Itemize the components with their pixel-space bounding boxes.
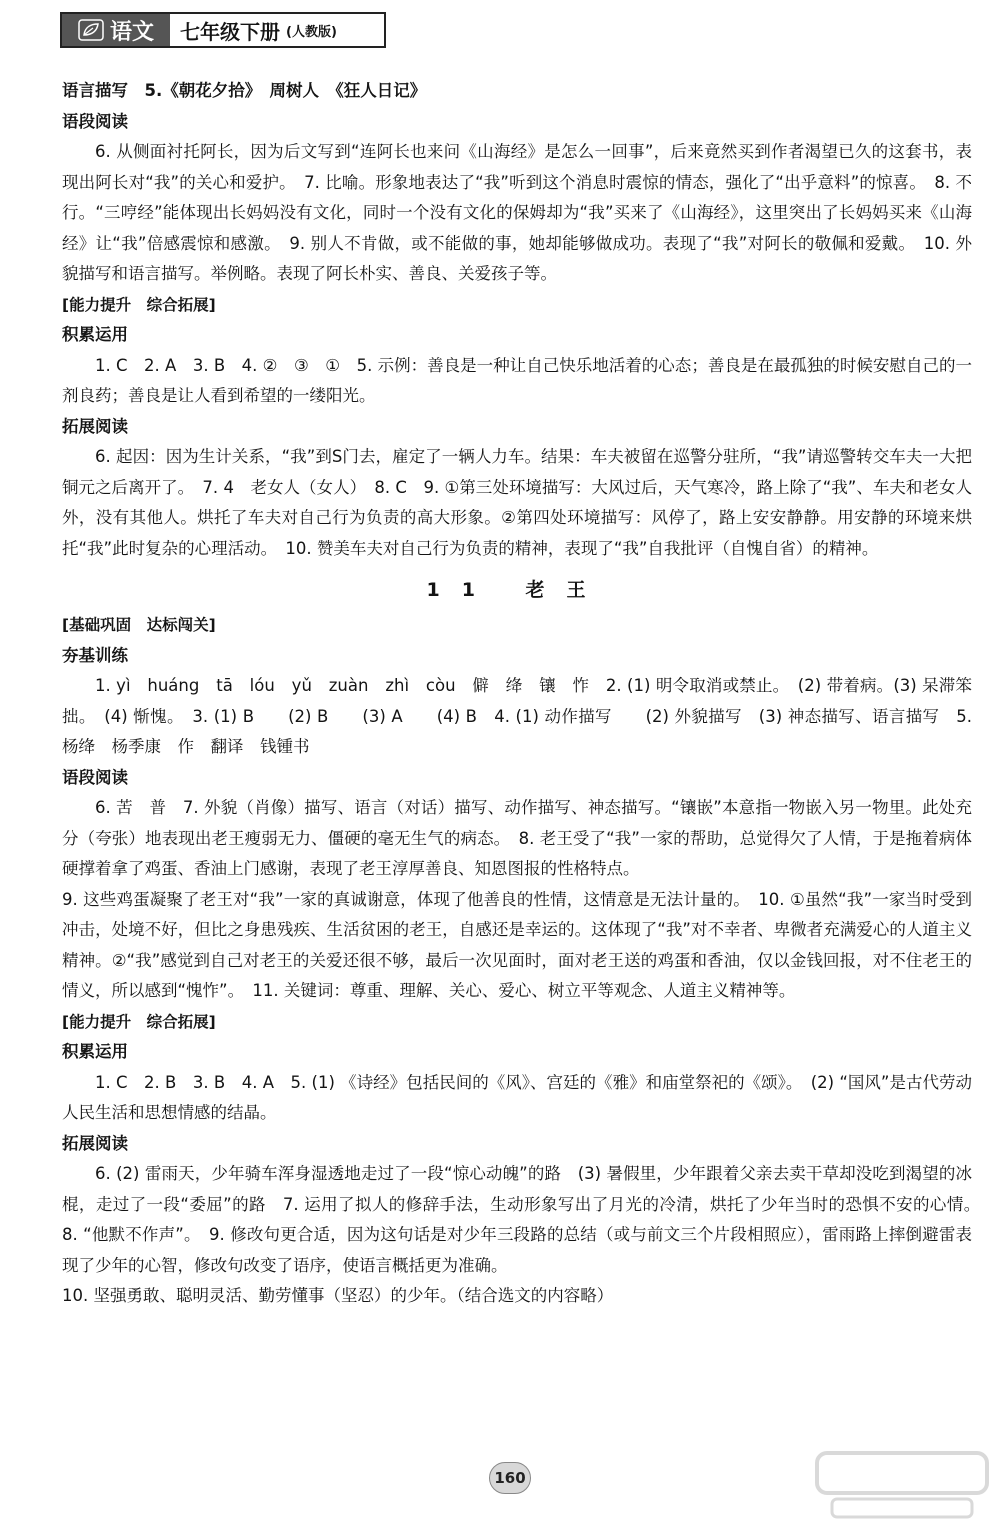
answer-paragraph: 10. 坚强勇敢、聪明灵活、勤劳懂事（坚忍）的少年。（结合选文的内容略）: [62, 1286, 614, 1305]
section-bracket-heading: [能力提升 综合拓展]: [62, 295, 216, 314]
answer-paragraph: 6. 从侧面衬托阿长，因为后文写到“连阿长也来问《山海经》是怎么一回事”，后来竟然买到作者渴望已久的这套书，表现出阿长对“我”的关心和爱护。 7. 比喻。形象地表达了“我”听到这个消息时震惊的情态，强化了“出乎意料”的惊喜。 8. 不行。“三哼经”能体现出长妈妈没有文化，同时一个没有文化的保姆却为“我”买来了《山海经》，这里突出了长妈妈买来《山海经》让“我”倍感震惊和感激。 9. 别人不肯做，或不能做的事，她却能够做成功。表现了“我”对阿长的敬佩和爱戴。 10. 外貌描写和语言描写。举例略。表现了阿长朴实、善良、关爱孩子等。: [62, 142, 972, 283]
answer-content: [62, 76, 989, 1312]
section-heading: 夯基训练: [62, 645, 128, 665]
book-header-banner: [60, 12, 386, 48]
leaf-icon: [78, 19, 104, 41]
answer-paragraph: 6. 苦 普 7. 外貌（肖像）描写、语言（对话）描写、动作描写、神态描写。“镶嵌”本意指一物嵌入另一物里。此处充分（夸张）地表现出老王瘦弱无力、僵硬的毫无生气的病态。 8. 老王受了“我”一家的帮助，总觉得欠了人情，于是拖着病体硬撑着拿了鸡蛋、香油上门感谢，表现了老王淳厚善良、知恩图报的性格特点。: [62, 798, 972, 878]
section-heading: 拓展阅读: [62, 1133, 128, 1153]
section-bracket-heading: [基础巩固 达标闯关]: [62, 616, 216, 634]
section-heading: 拓展阅读: [62, 416, 128, 436]
book-title-block: [170, 14, 384, 46]
section-heading: 语段阅读: [62, 111, 128, 131]
page-number: 160: [489, 1462, 531, 1494]
subject-block: [62, 14, 170, 46]
answer-line: 语言描写 5.《朝花夕拾》 周树人 《狂人日记》: [62, 81, 427, 100]
section-heading: 语段阅读: [62, 767, 128, 787]
section-bracket-heading: [能力提升 综合拓展]: [62, 1012, 216, 1031]
section-heading: 积累运用: [62, 1042, 128, 1061]
watermark-logo: [812, 1445, 992, 1525]
lesson-title: 11 老王: [426, 579, 608, 601]
answer-paragraph: 9. 这些鸡蛋凝聚了老王对“我”一家的真诚谢意，体现了他善良的性情，这情意是无法计量的。 10. ①虽然“我”一家当时受到冲击，处境不好，但比之身患残疾、生活贫困的老王，自感还是幸运的。这体现了“我”对不幸者、卑微者充满爱心的人道主义精神。②“我”感觉到自己对老王的关爱还很不够，最后一次见面时，面对老王送的鸡蛋和香油，仅以金钱回报，对不住老王的情义，所以感到“愧怍”。 11. 关键词：尊重、理解、关心、爱心、树立平等观念、人道主义精神等。: [62, 889, 972, 1000]
answer-paragraph: 6. 起因：因为生计关系，“我”到S门去，雇定了一辆人力车。结果：车夫被留在巡警分驻所，“我”请巡警转交车夫一大把铜元之后离开了。 7. 4 老女人（女人） 8. C 9. ①第三处环境描写：大风过后，天气寒冷，路上除了“我”、车夫和老女人外，没有其他人。烘托了车夫对自己行为负责的高大形象。②第四处环境描写：风停了，路上安安静静。用安静的环境来烘托“我”此时复杂的心理活动。 10. 赞美车夫对自己行为负责的精神，表现了“我”自我批评（自愧自省）的精神。: [62, 447, 972, 558]
answer-paragraph: 6. (2) 雷雨天，少年骑车浑身湿透地走过了一段“惊心动魄”的路 (3) 暑假里，少年跟着父亲去卖干草却没吃到渴望的冰棍，走过了一段“委屈”的路 7. 运用了拟人的修辞手法，生动形象写出了月光的冷清，烘托了少年当时的恐惧不安的心情。 8. “他默不作声”。 9. 修改句更合适，因为这句话是对少年三段路的总结（或与前文三个片段相照应），雷雨路上摔倒避雷表现了少年的心智，修改句改变了语序，使语言概括更为准确。: [62, 1164, 989, 1275]
book-title: 七年级下册: [180, 19, 280, 44]
answer-paragraph: 1. C 2. A 3. B 4. ② ③ ① 5. 示例：善良是一种让自己快乐地活着的心态；善良是在最孤独的时候安慰自己的一剂良药；善良是让人看到希望的一缕阳光。: [62, 355, 972, 405]
answer-paragraph: 1. C 2. B 3. B 4. A 5. (1) 《诗经》包括民间的《风》、宫廷的《雅》和庙堂祭祀的《颂》。 (2) “国风”是古代劳动人民生活和思想情感的结晶。: [62, 1072, 972, 1122]
edition-label: (人教版): [286, 24, 337, 40]
section-heading: 积累运用: [62, 325, 128, 344]
subject-label: 语文: [109, 19, 154, 45]
answer-paragraph: 1. yì huáng tā lóu yǔ zuàn zhì còu 僻 绛 镶 怍 2. (1) 明令取消或禁止。 (2) 带着病。(3) 呆滞笨拙。 (4) 惭愧。 3. (1) B (2) B (3) A (4) B 4. (1) 动作描写 (2) 外貌描写 (3) 神态描写、语言描写 5. 杨绛 杨季康 作 翻译 钱锺书: [62, 676, 972, 756]
